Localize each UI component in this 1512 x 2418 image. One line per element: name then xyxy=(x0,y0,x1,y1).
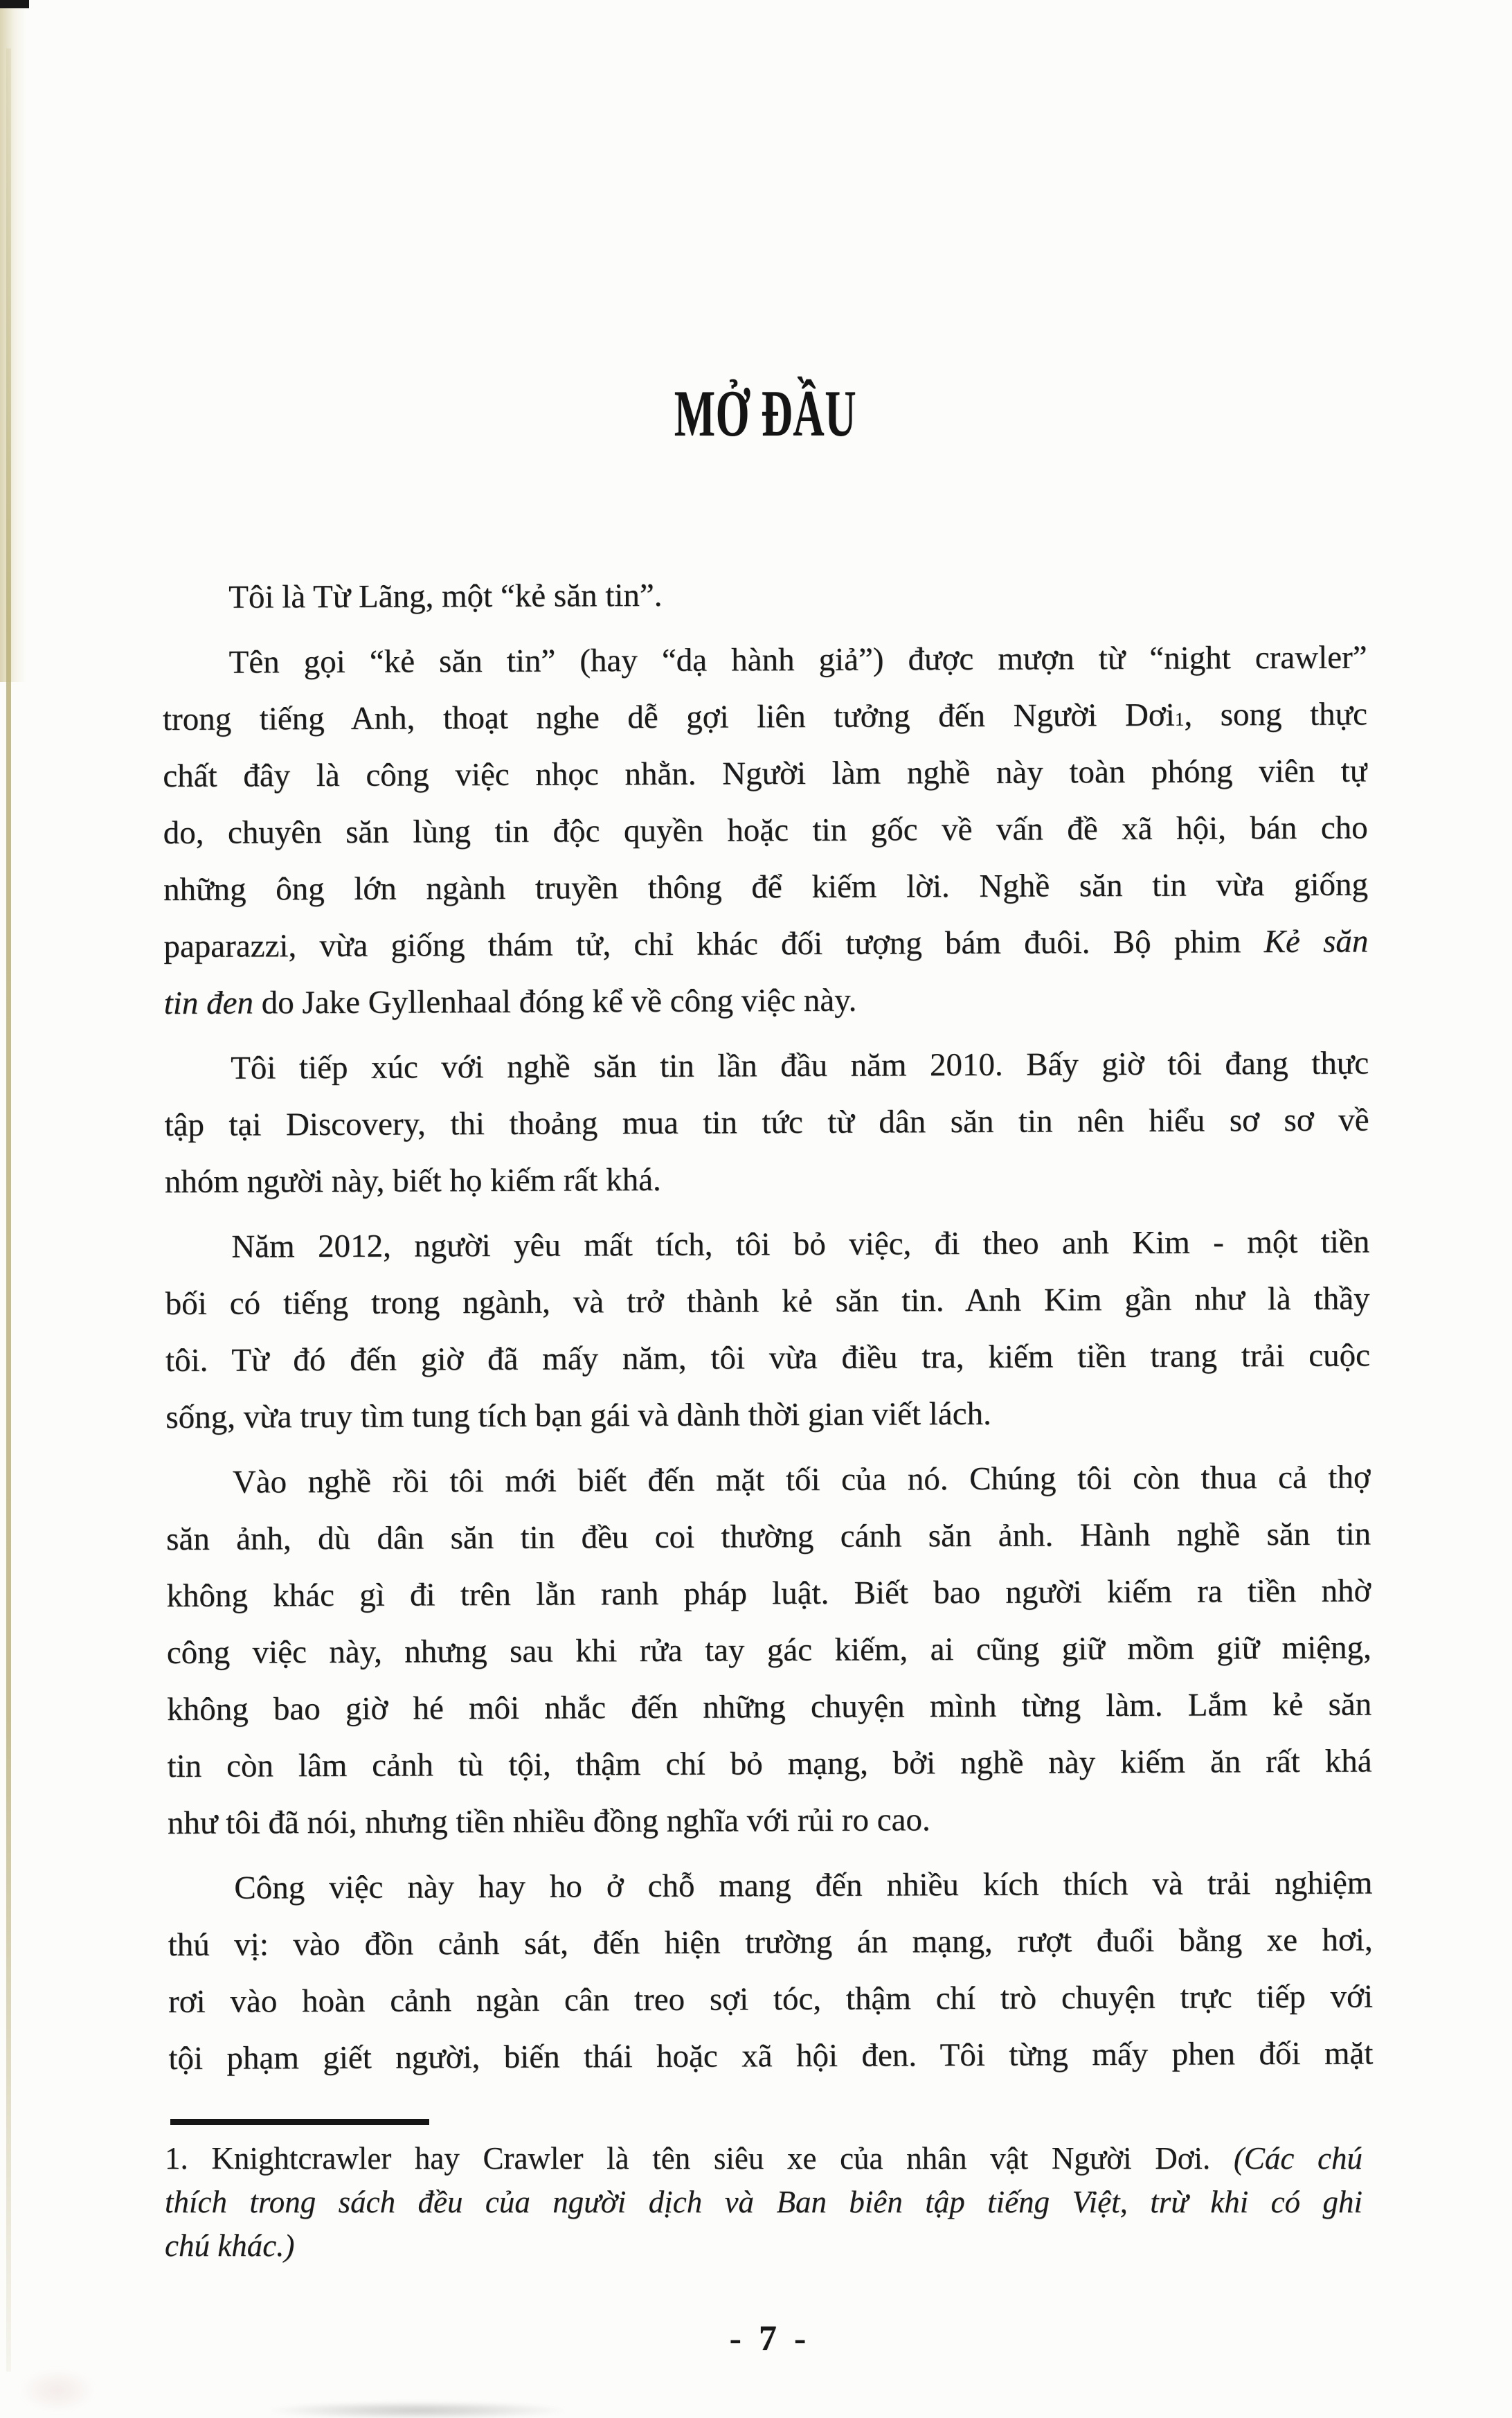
text-segment: (Các chú xyxy=(1233,2141,1362,2176)
footnote-line xyxy=(165,2224,1362,2268)
text-line xyxy=(165,1213,1369,1275)
text-line xyxy=(163,856,1368,918)
text-segment: do Jake Gyllenhaal đóng kể về công việc này. xyxy=(253,982,857,1021)
text-line xyxy=(168,1854,1372,1917)
text-line xyxy=(165,1148,1369,1210)
text-line xyxy=(164,1091,1369,1154)
text-segment: không khác gì đi trên lằn ranh pháp luật. Biết bao người kiếm ra tiền nhờ xyxy=(166,1573,1371,1614)
scan-smudge-corner xyxy=(19,2368,96,2412)
footnote-line xyxy=(165,2180,1362,2224)
text-segment: sống, vừa truy tìm tung tích bạn gái và dành thời gian viết lách. xyxy=(165,1395,991,1435)
paragraph xyxy=(162,629,1368,1032)
text-segment: Năm 2012, người yêu mất tích, tôi bỏ việc, đi theo anh Kim - một tiền xyxy=(231,1224,1370,1265)
text-line xyxy=(167,1676,1371,1738)
text-line xyxy=(162,564,1367,626)
text-segment: Tên gọi “kẻ săn tin” (hay “dạ hành giả”) được mượn từ “night crawler” xyxy=(228,639,1367,681)
text-segment: như tôi đã nói, nhưng tiền nhiều đồng nghĩa với rủi ro cao. xyxy=(167,1802,930,1841)
text-segment: những ông lớn ngành truyền thông để kiếm lời. Nghề săn tin vừa giống xyxy=(163,866,1369,908)
page-number: - 7 - xyxy=(729,2319,811,2358)
text-segment: trong tiếng Anh, thoạt nghe dễ gợi liên tưởng đến Người Dơi xyxy=(162,697,1175,737)
footnote-rule xyxy=(170,2119,429,2125)
scan-corner-mark xyxy=(0,0,29,8)
paragraph xyxy=(165,1213,1370,1446)
text-line xyxy=(168,2025,1373,2087)
text-line xyxy=(163,742,1367,805)
paragraph xyxy=(162,564,1367,626)
text-segment: Kẻ săn xyxy=(1263,923,1369,960)
text-line xyxy=(163,799,1367,861)
text-segment: tập tại Discovery, thi thoảng mua tin tức từ dân săn tin nên hiểu sơ sơ về xyxy=(164,1102,1369,1143)
text-segment: rơi vào hoàn cảnh ngàn cân treo sợi tóc, thậm chí trò chuyện trực tiếp với xyxy=(168,1978,1374,2020)
scan-smudge-bottom xyxy=(269,2401,566,2418)
text-line xyxy=(166,1505,1371,1568)
text-line xyxy=(163,913,1368,975)
text-line xyxy=(165,1383,1370,1446)
chapter-title-row xyxy=(10,375,1512,451)
paragraph xyxy=(166,1449,1372,1852)
paragraph xyxy=(164,1035,1369,1210)
text-line xyxy=(162,629,1367,691)
text-segment: Tôi là Từ Lãng, một “kẻ săn tin”. xyxy=(228,577,663,616)
text-line xyxy=(163,686,1367,748)
scan-edge-strip xyxy=(0,0,26,682)
text-line xyxy=(168,1911,1372,1973)
text-segment: bối có tiếng trong ngành, và trở thành kẻ săn tin. Anh Kim gần như là thầy xyxy=(165,1280,1370,1322)
text-segment: thú vị: vào đồn cảnh sát, đến hiện trường án mạng, rượt đuổi bằng xe hơi, xyxy=(168,1922,1373,1963)
text-segment: tôi. Từ đó đến giờ đã mấy năm, tôi vừa điều tra, kiếm tiền trang trải cuộc xyxy=(165,1337,1371,1379)
text-segment: chú khác.) xyxy=(165,2228,295,2263)
paragraph xyxy=(168,1854,1373,2087)
text-line xyxy=(168,1968,1373,2030)
text-segment: Vào nghề rồi tôi mới biết đến mặt tối của nó. Chúng tôi còn thua cả thợ xyxy=(232,1459,1371,1501)
text-line xyxy=(164,1035,1369,1097)
text-line xyxy=(167,1619,1371,1681)
text-line xyxy=(165,1270,1369,1332)
text-segment: do, chuyên săn lùng tin độc quyền hoặc tin gốc về vấn đề xã hội, bán cho xyxy=(163,809,1368,851)
text-segment: Công việc này hay ho ở chỗ mang đến nhiều kích thích và trải nghiệm xyxy=(234,1865,1373,1906)
text-line xyxy=(164,969,1369,1032)
text-segment: công việc này, nhưng sau khi rửa tay gác kiếm, ai cũng giữ mồm giữ miệng, xyxy=(166,1629,1371,1671)
text-segment: 1. Knightcrawler hay Crawler là tên siêu xe của nhân vật Người Dơi. xyxy=(165,2141,1234,2176)
text-line xyxy=(167,1732,1371,1795)
footnote-line xyxy=(165,2137,1362,2180)
text-segment: thích trong sách đều của người dịch và Ban biên tập tiếng Việt, trừ khi có ghi xyxy=(165,2185,1362,2219)
text-line xyxy=(166,1449,1371,1511)
chapter-title: MỞ ĐẦU xyxy=(674,377,857,450)
text-segment: tin còn lâm cảnh tù tội, thậm chí bỏ mạng, bởi nghề này kiếm ăn rất khá xyxy=(167,1743,1372,1784)
text-segment: nhóm người này, biết họ kiếm rất khá. xyxy=(164,1161,661,1200)
text-segment: tin đen xyxy=(163,985,254,1021)
text-segment: săn ảnh, dù dân săn tin đều coi thường cánh săn ảnh. Hành nghề săn tin xyxy=(165,1516,1371,1557)
text-segment: , song thực xyxy=(1184,696,1368,733)
text-segment: không bao giờ hé môi nhắc đến những chuyện mình từng làm. Lắm kẻ săn xyxy=(167,1686,1372,1728)
footnote-marker: 1 xyxy=(1174,708,1185,730)
text-segment: chất đây là công việc nhọc nhằn. Người làm nghề này toàn phóng viên tự xyxy=(163,753,1368,794)
text-segment: paparazzi, vừa giống thám tử, chỉ khác đối tượng bám đuôi. Bộ phim xyxy=(163,924,1264,965)
text-segment: Tôi tiếp xúc với nghề săn tin lần đầu năm 2010. Bấy giờ tôi đang thực xyxy=(231,1045,1369,1086)
text-line xyxy=(168,1789,1372,1852)
text-line xyxy=(166,1562,1371,1624)
body-text xyxy=(162,564,1374,2087)
text-line xyxy=(165,1327,1370,1389)
text-segment: tội phạm giết người, biến thái hoặc xã hội đen. Tôi từng mấy phen đối mặt xyxy=(168,2035,1374,2077)
footnote xyxy=(165,2137,1362,2268)
